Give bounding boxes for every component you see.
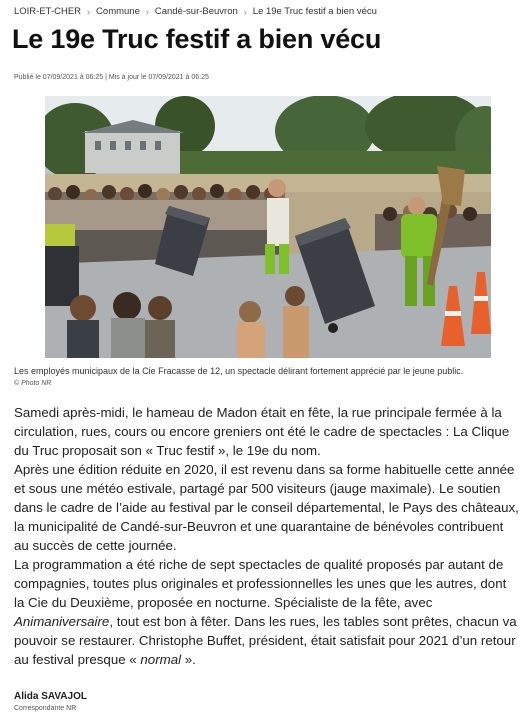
article-paragraph: Samedi après-midi, le hameau de Madon était en fête, la rue principale fermée à la circulation, rues, cours ou encore greniers ont été le cadre de spectacles : La Clique du Truc proposait son « Truc festif », le 19e du nom.	[14, 405, 510, 458]
author-role: Correspondante NR	[14, 705, 77, 712]
breadcrumb-item-town[interactable]: Candé-sur-Beuvron	[154, 6, 238, 17]
breadcrumb-separator: ›	[145, 6, 149, 17]
breadcrumb-item-current: Le 19e Truc festif a bien vécu	[252, 6, 377, 17]
breadcrumb	[14, 6, 377, 17]
article-body	[14, 403, 519, 669]
breadcrumb-item-department[interactable]: LOIR-ET-CHER	[14, 6, 82, 17]
article-paragraph	[14, 555, 519, 669]
show-name-emphasis: Animaniversaire	[14, 614, 110, 629]
paragraph-text: ».	[181, 652, 196, 667]
article-title: Le 19e Truc festif a bien vécu	[12, 24, 382, 54]
photo-credit: © Photo NR	[14, 380, 52, 387]
photo-caption: Les employés municipaux de la Cie Fracasse de 12, un spectacle délirant fortement apprécié par le jeune public.	[14, 366, 464, 376]
article-paragraph: Après une édition réduite en 2020, il est revenu dans sa forme habituelle cette année et sous une météo estivale, partagé par 500 visiteurs (jauge maximale). Le soutien dans le cadre de l’aide au festival par le conseil départemental, le Pays des châteaux, la municipalité de Candé-sur-Beuvron et une quarantaine de bénévoles contribuent au succès de cette journée.	[14, 462, 519, 553]
breadcrumb-separator: ›	[87, 6, 91, 17]
breadcrumb-item-commune[interactable]: Commune	[96, 6, 140, 17]
festival-photo-illustration	[45, 96, 491, 358]
paragraph-text: La programmation a été riche de sept spectacles de qualité proposés par autant de compagnies, toutes plus originales et professionnelles les unes que les autres, dont la Cie du Deuxième, proposée en nocturne. Spécialiste de la fête, avec	[14, 557, 507, 610]
publish-meta: Publié le 07/09/2021 à 06:25 | Mis à jour le 07/09/2021 à 06:25	[14, 74, 209, 81]
article-photo[interactable]	[45, 96, 491, 358]
paragraph-text: , tout est bon à fêter. Dans les rues, les tables sont prêtes, chacun va pouvoir se restaurer. Christophe Buffet, président, était satisfait pour 2021 d’un retour au festival presque «	[14, 614, 517, 667]
quote-emphasis: normal	[140, 652, 182, 667]
breadcrumb-separator: ›	[243, 6, 247, 17]
author-name: Alida SAVAJOL	[14, 691, 87, 702]
